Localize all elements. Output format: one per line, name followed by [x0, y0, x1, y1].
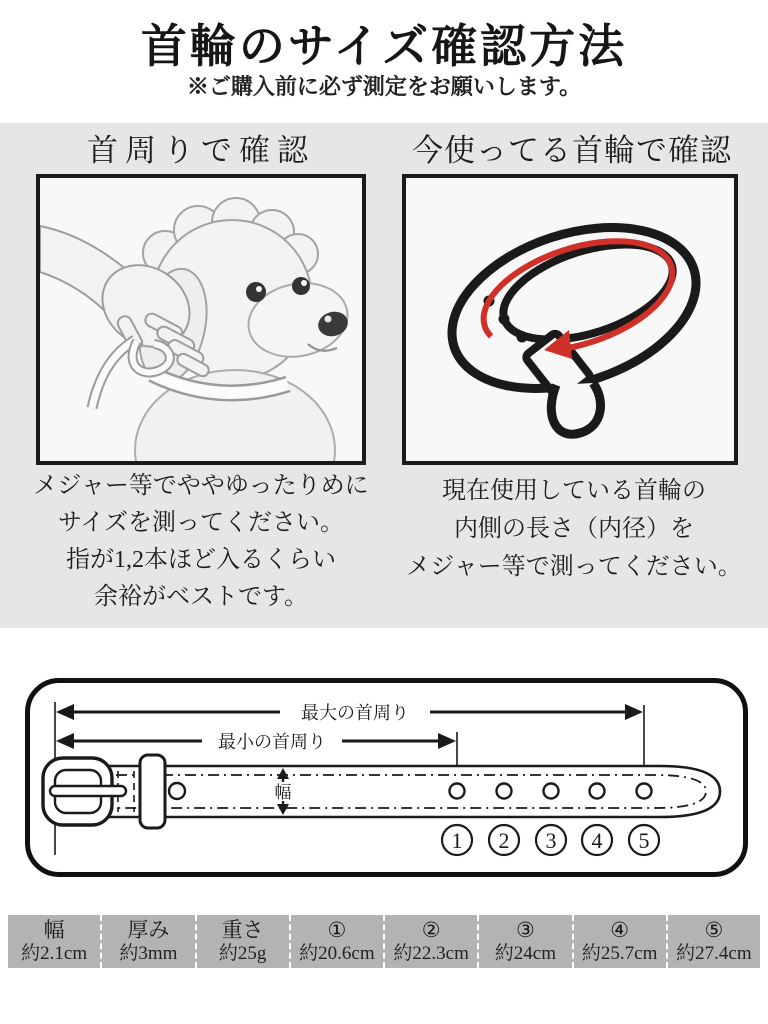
hole-number-badges [442, 825, 659, 855]
right-line-2: 内側の長さ（内径）を [454, 516, 694, 542]
spec-value: 約24cm [494, 943, 556, 964]
spec-header: ⑤ [704, 918, 724, 942]
spec-table [8, 915, 760, 968]
spec-cell-weight [197, 915, 291, 968]
spec-header: 重さ [221, 918, 264, 942]
left-line-2: サイズを測ってください。 [57, 510, 345, 536]
spec-cell-width [8, 915, 102, 968]
rivet-hole [169, 783, 185, 799]
spec-header: ② [421, 918, 441, 942]
collar-image-frame [402, 174, 738, 465]
spec-header: 厚み [127, 918, 170, 942]
spec-value: 約25.7cm [581, 943, 658, 964]
spec-cell-hole-2 [385, 915, 479, 968]
hole-number-5: 5 [638, 828, 650, 853]
spec-value: 約3mm [119, 943, 178, 964]
width-label: 幅 [274, 783, 292, 802]
right-line-3: メジャー等で測ってください。 [406, 554, 742, 580]
hole-number-4: 4 [591, 828, 603, 853]
spec-value: 約2.1cm [21, 943, 88, 964]
right-instruction-text [392, 472, 756, 586]
belt-keeper [140, 755, 165, 828]
spec-value: 約22.3cm [393, 943, 469, 964]
spec-value: 約27.4cm [676, 943, 752, 964]
spec-cell-hole-5 [668, 915, 760, 968]
spec-header: ③ [515, 918, 535, 942]
spec-value: 約25g [218, 943, 267, 964]
hole-number-2: 2 [498, 828, 510, 853]
belt-diagram [30, 683, 743, 872]
page-title: 首輪のサイズ確認方法 [140, 21, 628, 72]
min-girth-arrow [56, 732, 456, 752]
left-line-4: 余裕がベストです。 [93, 584, 309, 610]
spec-cell-hole-1 [291, 915, 385, 968]
hole-number-1: 1 [451, 828, 463, 853]
spec-header: ④ [610, 918, 630, 942]
left-line-1: メジャー等でややゆったりめに [33, 473, 369, 499]
page-subtitle: ※ご購入前に必ず測定をお願いします。 [186, 74, 582, 99]
right-column-heading: 今使ってる首輪で確認 [412, 133, 732, 168]
dog-measure-image-frame [36, 174, 366, 465]
max-girth-arrow [56, 703, 643, 723]
left-line-3: 指が1,2本ほど入るくらい [66, 547, 336, 573]
spec-cell-hole-4 [574, 915, 668, 968]
min-girth-label: 最小の首周り [218, 732, 326, 752]
buckle-prong [50, 786, 126, 796]
dog-neck-measure-illustration [40, 178, 362, 461]
spec-cell-hole-3 [479, 915, 573, 968]
right-line-1: 現在使用している首輪の [442, 478, 706, 504]
nose-highlight [325, 316, 332, 323]
collar-measurement-diagram [25, 678, 748, 877]
collar-inner-circumference-illustration [406, 178, 734, 461]
hole-number-3: 3 [545, 828, 557, 853]
spec-value: 約20.6cm [299, 943, 375, 964]
spec-cell-thickness [102, 915, 196, 968]
left-instruction-text [14, 468, 388, 616]
collar-strap-end [551, 383, 600, 434]
spec-header: 幅 [43, 918, 65, 942]
left-column-heading: 首周りで確認 [87, 133, 315, 168]
spec-header: ① [327, 918, 347, 942]
max-girth-label: 最大の首周り [301, 703, 409, 723]
